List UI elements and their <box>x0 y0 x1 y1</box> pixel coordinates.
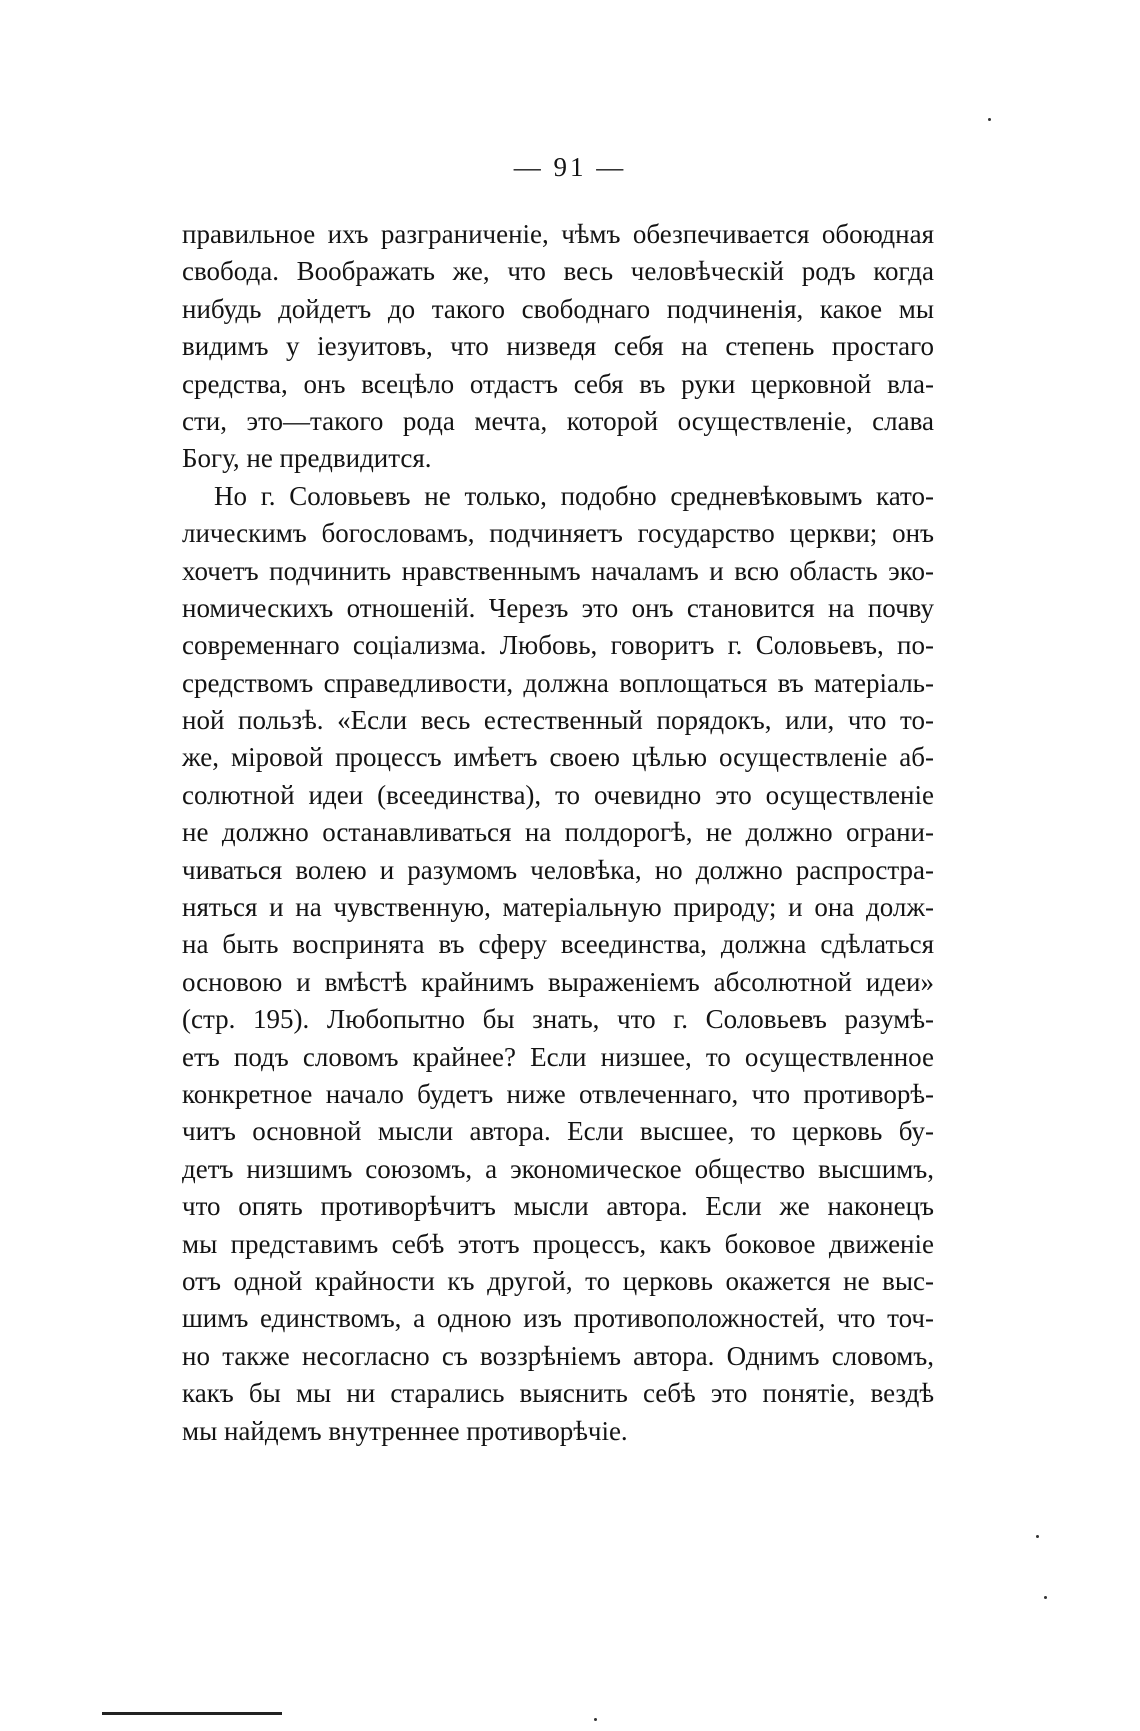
text-line: читъ основной мысли автора. Если высшее, то церковь бу- <box>182 1116 934 1147</box>
text-line: няться и на чувственную, матеріальную природу; и она долж- <box>182 892 934 923</box>
text-line: видимъ у іезуитовъ, что низведя себя на степень простаго <box>182 331 934 362</box>
text-line: какъ бы мы ни старались выяснить себѣ это понятіе, вездѣ <box>182 1378 934 1409</box>
text-line: лическимъ богословамъ, подчиняетъ государство церкви; онъ <box>182 518 934 549</box>
text-line: Но г. Соловьевъ не только, подобно средневѣковымъ като- <box>214 480 934 511</box>
body-text <box>182 216 934 1450</box>
text-line: же, міровой процессъ имѣетъ своею цѣлью осуществленіе аб- <box>182 742 934 773</box>
text-line: свобода. Воображать же, что весь человѣческій родъ когда <box>182 256 934 287</box>
text-line: сти, это—такого рода мечта, которой осуществленіе, слава <box>182 405 934 436</box>
scan-speck <box>1036 1535 1039 1538</box>
text-line: конкретное начало будетъ ниже отвлеченнаго, что противорѣ- <box>182 1078 934 1109</box>
page-number: — 91 — <box>513 152 627 182</box>
text-line: современнаго соціализма. Любовь, говоритъ г. Соловьевъ, по- <box>182 630 934 661</box>
text-line: ной пользѣ. «Если весь естественный порядокъ, или, что то- <box>182 705 934 736</box>
text-line: шимъ единствомъ, а одною изъ противоположностей, что точ- <box>182 1303 934 1334</box>
text-line: хочетъ подчинить нравственнымъ началамъ и всю область эко- <box>182 555 934 586</box>
text-line: средствомъ справедливости, должна воплощаться въ матеріаль- <box>182 667 934 698</box>
text-line: солютной идеи (всеединства), то очевидно это осуществленіе <box>182 779 934 810</box>
scan-speck <box>988 118 991 121</box>
scan-edge-mark <box>102 1712 282 1715</box>
scan-speck <box>1044 1596 1047 1599</box>
text-line: номическихъ отношеній. Черезъ это онъ становится на почву <box>182 592 934 623</box>
text-line: нибудь дойдетъ до такого свободнаго подчиненія, какое мы <box>182 293 934 324</box>
text-line: мы найдемъ внутреннее противорѣчіе. <box>182 1415 628 1446</box>
text-line: Богу, не предвидится. <box>182 443 432 474</box>
text-line: что опять противорѣчитъ мысли автора. Если же наконецъ <box>182 1191 934 1222</box>
scan-speck <box>594 1718 597 1721</box>
text-line: (стр. 195). Любопытно бы знать, что г. Соловьевъ разумѣ- <box>182 1004 934 1035</box>
text-line: детъ низшимъ союзомъ, а экономическое общество высшимъ, <box>182 1153 934 1184</box>
text-line: отъ одной крайности къ другой, то церковь окажется не выс- <box>182 1265 934 1296</box>
text-line: правильное ихъ разграниченіе, чѣмъ обезпечивается обоюдная <box>182 219 934 249</box>
text-line: мы представимъ себѣ этотъ процессъ, какъ боковое движеніе <box>182 1228 934 1259</box>
text-line: средства, онъ всецѣло отдастъ себя въ руки церковной вла- <box>182 368 934 399</box>
text-line: основою и вмѣстѣ крайнимъ выраженіемъ абсолютной идеи» <box>182 966 934 997</box>
text-line: не должно останавливаться на полдорогѣ, не должно ограни- <box>182 817 934 848</box>
text-line: чиваться волею и разумомъ человѣка, но должно распростра- <box>182 854 934 885</box>
text-line: на быть воспринята въ сферу всеединства, должна сдѣлаться <box>182 929 934 960</box>
text-line: етъ подъ словомъ крайнее? Если низшее, то осуществленное <box>182 1041 934 1072</box>
text-line: но также несогласно съ воззрѣніемъ автора. Однимъ словомъ, <box>182 1340 934 1371</box>
